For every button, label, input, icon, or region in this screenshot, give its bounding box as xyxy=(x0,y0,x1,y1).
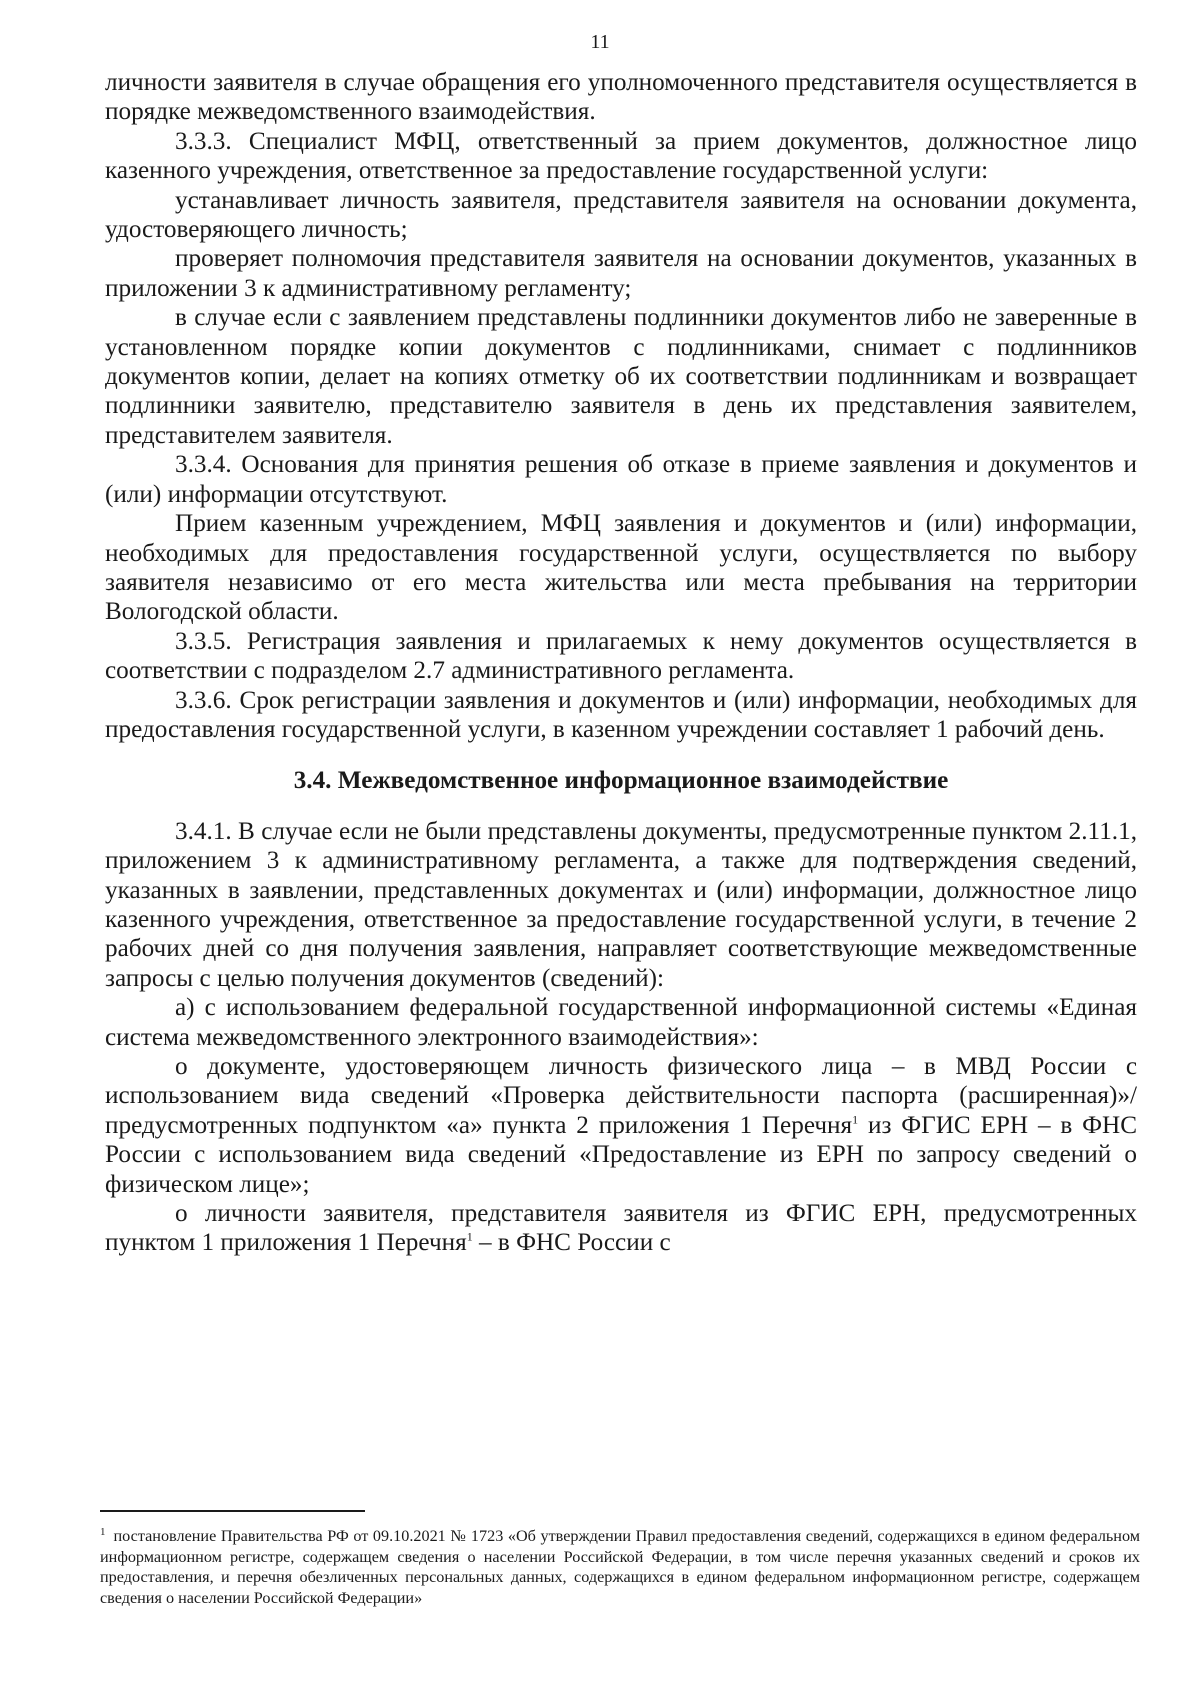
footnote xyxy=(100,1526,1140,1608)
section-heading: 3.4. Межведомственное информационное взаимодействие xyxy=(293,767,949,795)
footnote-text: постановление Правительства РФ от 09.10.2021 № 1723 «Об утверждении Правил предоставления сведений, содержащихся в едином федеральном информационном регистре, содержащем сведения о населении Российской Федерации, в том числе перечня указанных сведений и сроков их предоставления, и перечня обезличенных персональных данных, содержащихся в едином федеральном информационном регистре, содержащем сведения о населении Российской Федерации» xyxy=(100,1527,1140,1607)
paragraph-3-4-1: 3.4.1. В случае если не были представлены документы, предусмотренные пунктом 2.11.1, приложением 3 к административному регламента, а также для подтверждения сведений, указанных в заявлении, представленных документах и (или) информации, должностное лицо казенного учреждения, ответственное за предоставление государственной услуги, в течение 2 рабочих дней со дня получения заявления, направляет соответствующие межведомственные запросы с целью получения документов (сведений): xyxy=(105,817,1137,992)
paragraph-reception: Прием казенным учреждением, МФЦ заявления и документов и (или) информации, необходимых для предоставления государственной услуги, осуществляется по выбору заявителя независимо от его места жительства или места пребывания на территории Вологодской области. xyxy=(105,510,1137,626)
paragraph-3-3-5: 3.3.5. Регистрация заявления и прилагаемых к нему документов осуществляется в соответствии с подразделом 2.7 административного регламента. xyxy=(105,627,1137,685)
paragraph-identity-ern-text-1: о личности заявителя, представителя заявителя из ФГИС ЕРН, предусмотренных пунктом 1 приложения 1 Перечня xyxy=(105,1200,1137,1257)
paragraph-authority-check: проверяет полномочия представителя заявителя на основании документов, указанных в приложении 3 к административному регламенту; xyxy=(105,245,1137,302)
paragraph-continuation: личности заявителя в случае обращения его уполномоченного представителя осуществляется в порядке межведомственного взаимодействия. xyxy=(105,69,1137,126)
paragraph-passport-text-2: из ФГИС ЕРН – в ФНС России с использованием вида сведений «Предоставление из ЕРН по запросу сведений о физическом лице»; xyxy=(105,1111,1137,1198)
paragraph-identity-ern xyxy=(105,1199,1137,1258)
paragraph-passport-check xyxy=(105,1052,1137,1199)
paragraph-identity-ern-text-2: – в ФНС России с xyxy=(472,1229,671,1257)
footnote-separator xyxy=(100,1510,365,1512)
footnote-mark: 1 xyxy=(100,1525,106,1538)
paragraph-item-a: а) с использованием федеральной государственной информационной системы «Единая система межведомственного электронного взаимодействия»: xyxy=(105,994,1137,1051)
page-number: 11 xyxy=(590,31,610,53)
paragraph-3-3-4: 3.3.4. Основания для принятия решения об отказе в приеме заявления и документов и (или) информации отсутствуют. xyxy=(105,451,1137,508)
paragraph-identity-check: устанавливает личность заявителя, представителя заявителя на основании документа, удостоверяющего личность; xyxy=(105,186,1137,244)
footnote-reference: 1 xyxy=(852,1112,859,1127)
paragraph-passport-text-1: о документе, удостоверяющем личность физического лица – в МВД России с использованием вида сведений «Проверка действительности паспорта (расширенная)»/предусмотренных подпунктом «а» пункта 2 приложения 1 Перечня xyxy=(105,1053,1137,1139)
paragraph-3-3-6: 3.3.6. Срок регистрации заявления и документов и (или) информации, необходимых для предоставления государственной услуги, в казенном учреждении составляет 1 рабочий день. xyxy=(105,686,1137,743)
footnote-reference: 1 xyxy=(466,1230,473,1245)
document-body xyxy=(105,68,1137,1258)
paragraph-3-3-3: 3.3.3. Специалист МФЦ, ответственный за прием документов, должностное лицо казенного учреждения, ответственное за предоставление государственной услуги: xyxy=(105,127,1137,185)
paragraph-copies: в случае если с заявлением представлены подлинники документов либо не заверенные в установленном порядке копии документов с подлинниками, снимает с подлинников документов копии, делает на копиях отметку об их соответствии подлинникам и возвращает подлинники заявителю, представителю заявителя в день их представления заявителем, представителем заявителя. xyxy=(105,304,1137,449)
